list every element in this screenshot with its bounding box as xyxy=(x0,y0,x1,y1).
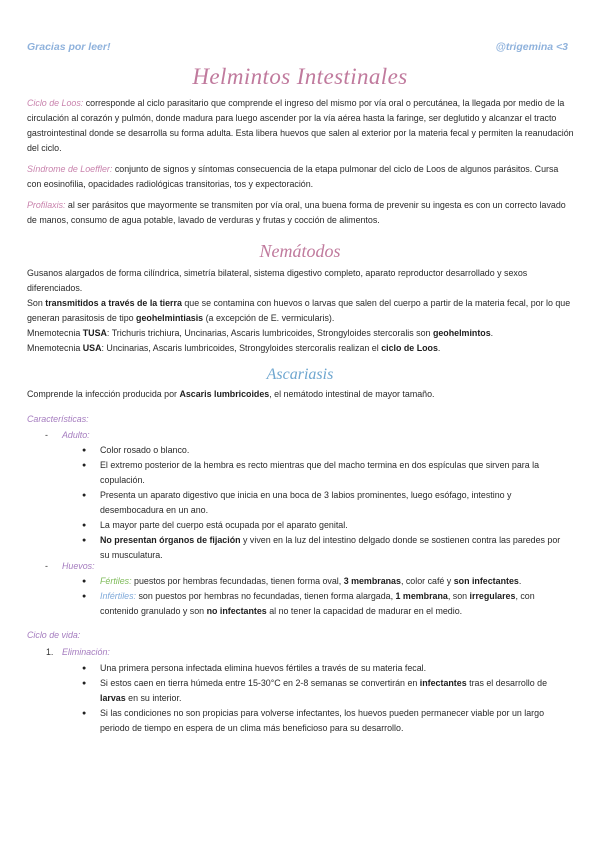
list-item: ● Presenta un aparato digestivo que inicia en una boca de 3 labios prominentes, luego esófago, intestino y desembocadura en un ano. xyxy=(80,488,570,518)
list-item: ● Si estos caen en tierra húmeda entre 15-30°C en 2-8 semanas se convertirán en infectantes tras el desarrollo de larvas en su interior. xyxy=(80,676,570,706)
list-item: ● Una primera persona infectada elimina huevos fértiles a través de su materia fecal. xyxy=(80,661,570,676)
loos-text: corresponde al ciclo parasitario que comprende el ingreso del mismo por vía oral o percutánea, la llegada por medio de la circulación al corazón y pulmón, donde madura para luego ascender por la vía aérea hasta la faringe, ser deglutido y alcanzar el tracto gastrointestinal donde se desarrolla su forma adulta. Esta libera huevos que salen al exterior por la materia fecal y permiten la reanudación del ciclo. xyxy=(27,98,574,153)
profilaxis-term: Profilaxis: xyxy=(27,200,66,210)
profilaxis-paragraph xyxy=(27,198,575,228)
list-item: ● El extremo posterior de la hembra es recto mientras que del macho termina en dos espículas que sirven para la copulación. xyxy=(80,458,570,488)
caracteristicas-label: Características: xyxy=(27,414,89,424)
list-item: ● Color rosado o blanco. xyxy=(80,443,570,458)
adulto-dash: - xyxy=(45,430,48,440)
nematodos-heading: Nemátodos xyxy=(259,241,341,261)
huevos-label: Huevos: xyxy=(62,561,95,571)
loeffler-term: Síndrome de Loeffler: xyxy=(27,164,113,174)
profilaxis-text: al ser parásitos que mayormente se transmiten por vía oral, una buena forma de prevenir su ingesta es con un correcto lavado de manos, consumo de agua potable, lavado de verduras y frutas y cocción de alimentos. xyxy=(27,200,566,225)
adulto-list xyxy=(80,443,570,563)
eliminacion-number: 1. xyxy=(46,647,54,657)
ascariasis-heading: Ascariasis xyxy=(266,366,334,383)
list-item: ● Si las condiciones no son propicias para volverse infectantes, los huevos pueden permanecer viable por un largo periodo de tiempo en espera de un clima más beneficioso para su desarrollo. xyxy=(80,706,570,736)
ascariasis-intro: Comprende la infección producida por Ascaris lumbricoides, el nemátodo intestinal de mayor tamaño. xyxy=(27,389,435,399)
eliminacion-label: Eliminación: xyxy=(62,647,110,657)
nematodos-section xyxy=(27,266,575,356)
huevos-list xyxy=(80,574,570,619)
page-title: Helmintos Intestinales xyxy=(192,64,408,89)
loos-paragraph xyxy=(27,96,575,156)
list-item: ● La mayor parte del cuerpo está ocupada por el aparato genital. xyxy=(80,518,570,533)
header-thanks: Gracias por leer! xyxy=(27,41,111,53)
loeffler-text: conjunto de signos y síntomas consecuencia de la etapa pulmonar del ciclo de Loos de algunos parásitos. Cursa con eosinofilia, opacidades radiológicas transitorias, tos y expectoración. xyxy=(27,164,559,189)
ciclo-label: Ciclo de vida: xyxy=(27,630,81,640)
intro-section xyxy=(27,96,575,228)
nematodos-description: Gusanos alargados de forma cilíndrica, simetría bilateral, sistema digestivo completo, aparato reproductor desarrollado y sexos diferenciados. xyxy=(27,268,528,293)
adulto-label: Adulto: xyxy=(62,430,90,440)
mnemonic-usa: Mnemotecnia USA: Uncinarias, Ascaris lumbricoides, Strongyloides stercoralis realizan el ciclo de Loos. xyxy=(27,343,441,353)
mnemonic-tusa: Mnemotecnia TUSA: Trichuris trichiura, Uncinarias, Ascaris lumbricoides, Strongyloides stercoralis son geohelmintos. xyxy=(27,328,494,338)
eliminacion-list xyxy=(80,661,570,736)
header-author: @trigemina <3 xyxy=(495,41,568,53)
list-item-infertiles: ● Infértiles: son puestos por hembras no fecundadas, tienen forma alargada, 1 membrana, son irregulares, con contenido granulado y son no infectantes al no tener la capacidad de madurar en el medio. xyxy=(80,589,570,619)
nematodos-transmission: Son transmitidos a través de la tierra que se contamina con huevos o larvas que salen del cuerpo a partir de la materia fecal, por lo que generan parasitosis de tipo geohelmintiasis (a excepción de E. vermicularis). xyxy=(27,298,571,323)
loos-term: Ciclo de Loos: xyxy=(27,98,84,108)
loeffler-paragraph xyxy=(27,162,575,192)
list-item: ● No presentan órganos de fijación y viven en la luz del intestino delgado donde se sostienen contra las paredes por su musculatura. xyxy=(80,533,570,563)
list-item-fertiles: ● Fértiles: puestos por hembras fecundadas, tienen forma oval, 3 membranas, color café y son infectantes. xyxy=(80,574,570,589)
huevos-dash: - xyxy=(45,561,48,571)
